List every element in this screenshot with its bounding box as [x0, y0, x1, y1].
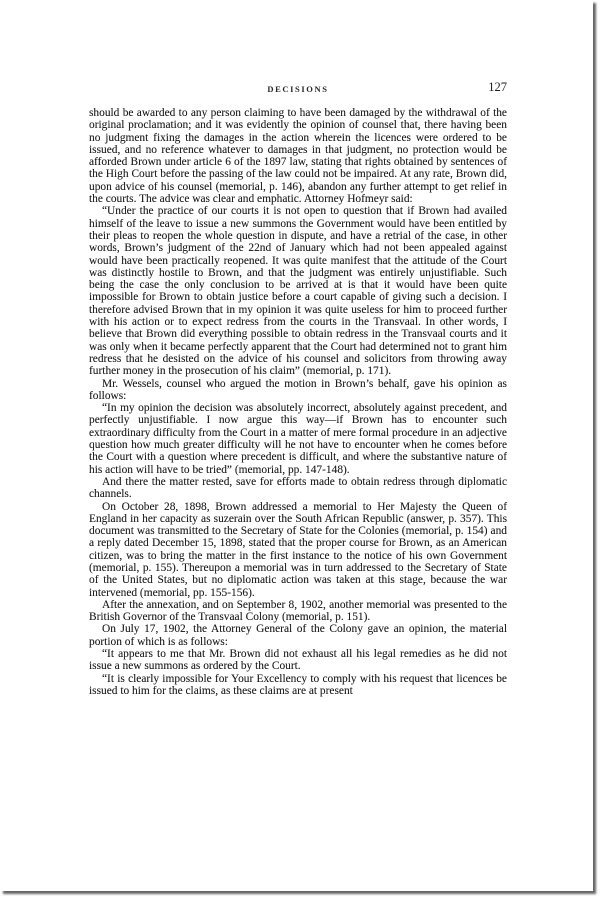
page-number: 127 — [488, 80, 507, 94]
paragraph: On October 28, 1898, Brown addressed a memorial to Her Majesty the Queen of England in her capacity as suzerain over the South African Republic (answer, p. 357). This document was transmitted to the Secretary of State for the Colonies (memorial, p. 154) and a reply dated December 15, 1898, stated that the proper course for Brown, as an American citizen, was to bring the matter in the first instance to the notice of his own Government (memorial, p. 155). Thereupon a memorial was in turn addressed to the Secretary of State of the United States, but no diplomatic action was taken at this stage, because the war intervened (memorial, pp. 155-156). — [89, 500, 507, 599]
paragraph: should be awarded to any person claiming to have been damaged by the withdrawal of the original proclamation; and it was evidently the opinion of counsel that, there having been no judgment fixing the damages in the action wherein the licences were ordered to be issued, and no reference whatever to damages in that judgment, no protection would be afforded Brown under article 6 of the 1897 law, stating that rights obtained by sentences of the High Court before the passing of the law could not be impaired. At any rate, Brown did, upon advice of his counsel (memorial, p. 146), abandon any further attempt to get relief in the courts. The advice was clear and emphatic. Attorney Hofmeyr said: — [89, 107, 507, 206]
paragraph: Mr. Wessels, counsel who argued the motion in Brown’s behalf, gave his opinion as follows: — [89, 377, 507, 402]
paragraph: And there the matter rested, save for efforts made to obtain redress through diplomatic channels. — [89, 475, 507, 501]
paragraph: After the annexation, and on September 8, 1902, another memorial was presented to the British Governor of the Transvaal Colony (memorial, p. 151). — [89, 598, 507, 624]
paragraph: “Under the practice of our courts it is not open to question that if Brown had availed himself of the leave to issue a new summons the Government would have been entitled by their pleas to reopen the whole question in dispute, and have a retrial of the case, in other words, Brown’s judgment of the 22nd of January which had not been appealed against would have been practically reopened. It was quite manifest that the attitude of the Court was distinctly hostile to Brown, and that the judgment was entirely unjustifiable. Such being the case the only conclusion to be arrived at is that it would have been quite impossible for Brown to obtain justice before a court capable of giving such a decision. I therefore advised Brown that in my opinion it was quite useless for him to proceed further with his action or to expect redress from the courts in the Transvaal. In other words, I believe that Brown did everything possible to obtain redress in the Transvaal courts and it was only when it became perfectly apparent that the Court had determined not to grant him redress that he desisted on the advice of his counsel and solicitors from throwing away further money in the prosecution of his claim” (memorial, p. 171). — [89, 205, 507, 378]
page-content — [89, 80, 507, 697]
page-body — [89, 107, 507, 697]
running-title: DECISIONS — [267, 84, 329, 94]
paragraph: “It appears to me that Mr. Brown did not exhaust all his legal remedies as he did not issue a new summons as ordered by the Court. — [89, 648, 507, 673]
paragraph: “In my opinion the decision was absolutely incorrect, absolutely against precedent, and perfectly unjustifiable. I now argue this way—if Brown has to encounter such extraordinary difficulty from the Court in a matter of mere formal procedure in an adjective question how much greater difficulty will he not have to encounter when he comes before the Court with a question where precedent is difficult, and where the substantive nature of his action will have to be tried” (memorial, pp. 147-148). — [89, 402, 507, 476]
page-header — [89, 80, 507, 99]
paragraph: “It is clearly impossible for Your Excellency to comply with his request that licences be issued to him for the claims, as these claims are at present — [89, 672, 507, 697]
paragraph: On July 17, 1902, the Attorney General of the Colony gave an opinion, the material portion of which is as follows: — [89, 623, 507, 648]
